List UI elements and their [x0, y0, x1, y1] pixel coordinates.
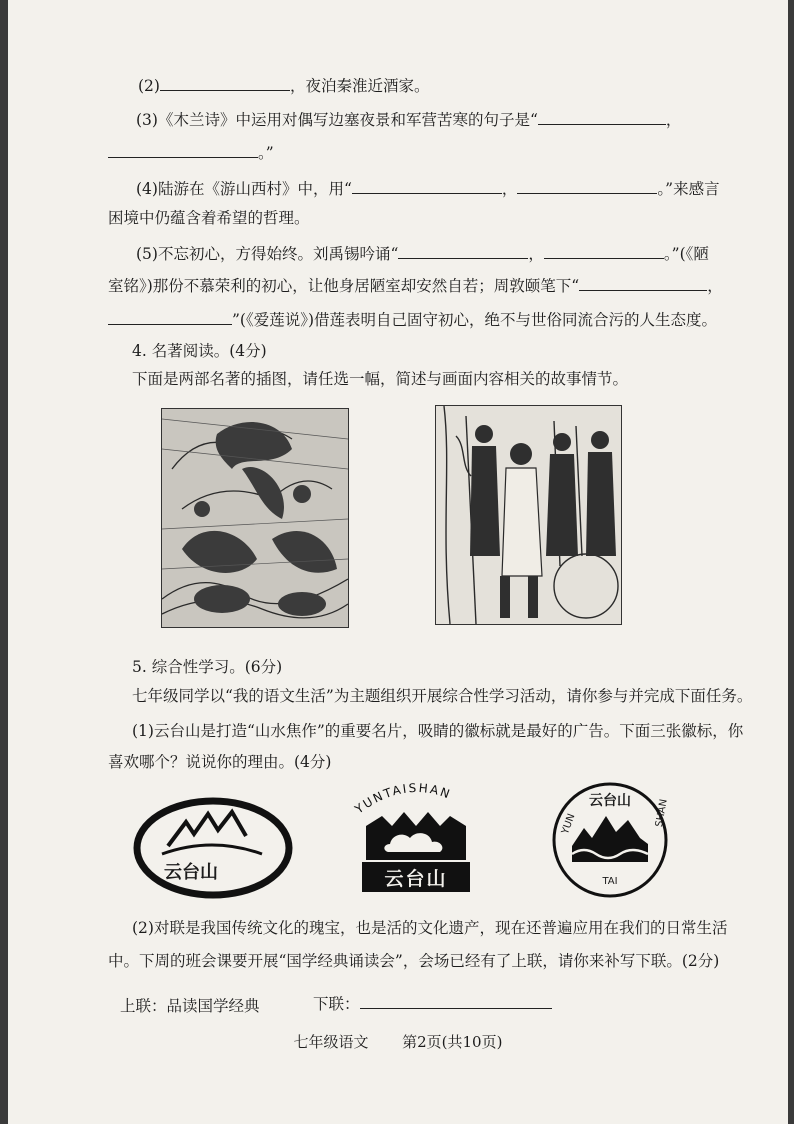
punct: ，	[501, 180, 518, 198]
logo-3	[550, 780, 670, 900]
item-text-end: ”(《爱莲说》)借莲表明自己固守初心，绝不与世俗同流合污的人生态度。	[232, 311, 718, 329]
logo-3-bottom-text: TAI	[602, 876, 618, 887]
item-3	[136, 108, 776, 131]
q5-intro: 七年级同学以“我的语文生活”为主题组织开展综合性学习活动，请你参与并完成下面任务。	[132, 687, 753, 705]
couplet-upper: 上联：品读国学经典	[120, 997, 260, 1015]
logo-2-text: 云台山	[384, 868, 448, 890]
item-4-line2: 困境中仍蕴含着希望的哲理。	[108, 209, 310, 227]
punct: ，	[707, 277, 723, 295]
item-text-end: 。”(《陋	[663, 245, 709, 263]
item-5	[136, 242, 776, 265]
q5-heading: 5. 综合性学习。(6分)	[132, 658, 283, 676]
q4-prompt: 下面是两部名著的插图，请任选一幅，简述与画面内容相关的故事情节。	[132, 370, 629, 388]
item-text: (4)陆游在《游山西村》中，用“	[136, 180, 352, 198]
illustration-sea-battle	[161, 408, 349, 628]
punct: ，	[665, 111, 682, 129]
answer-blank[interactable]	[398, 242, 528, 259]
page-footer	[8, 1031, 788, 1052]
logo-3-right-text: SHAN	[654, 798, 670, 828]
answer-blank[interactable]	[360, 992, 552, 1009]
exam-page	[8, 0, 788, 1124]
answer-blank[interactable]	[108, 308, 232, 325]
item-text: 室铭》)那份不慕荣利的初心，让他身居陋室却安然自若；周敦颐笔下“	[108, 277, 580, 295]
item-text: (3)《木兰诗》中运用对偶写边塞夜景和军营苦寒的句子是“	[136, 111, 538, 129]
lower-label: 下联：	[313, 995, 360, 1013]
logo-1	[132, 796, 294, 900]
item-2	[138, 74, 758, 97]
footer-subject: 七年级语文	[293, 1033, 369, 1051]
illustration-soldiers	[435, 405, 622, 625]
task1-line2: 喜欢哪个？说说你的理由。(4分)	[108, 753, 332, 771]
item-text-end: 。”来感言	[657, 180, 720, 198]
answer-blank[interactable]	[538, 108, 666, 125]
answer-blank[interactable]	[352, 177, 502, 194]
answer-blank[interactable]	[517, 177, 657, 194]
logo-2-arc-text: YUNTAISHAN	[352, 780, 454, 817]
answer-blank[interactable]	[544, 242, 664, 259]
answer-blank[interactable]	[160, 74, 290, 91]
answer-blank[interactable]	[108, 141, 258, 158]
punct: 。”	[258, 144, 274, 162]
task2-line1: (2)对联是我国传统文化的瑰宝，也是活的文化遗产，现在还普遍应用在我们的日常生活	[132, 919, 728, 937]
logo-3-top-text: 云台山	[589, 793, 631, 809]
item-4	[136, 177, 776, 200]
answer-blank[interactable]	[579, 274, 707, 291]
task1-line1: (1)云台山是打造“山水焦作”的重要名片，吸睛的徽标就是最好的广告。下面三张徽标，你	[132, 722, 744, 740]
item-text: (5)不忘初心，方得始终。刘禹锡吟诵“	[136, 245, 399, 263]
item-5-line3	[108, 308, 778, 331]
task2-line2: 中。下周的班会课要开展“国学经典诵读会”，会场已经有了上联，请你来补写下联。(2分)	[108, 952, 720, 970]
footer-page: 第2页(共10页)	[402, 1033, 503, 1051]
item-number: (2)	[138, 77, 160, 95]
logo-2	[340, 778, 492, 898]
item-3-line2	[108, 141, 748, 164]
punct: ，	[528, 245, 544, 263]
logo-1-text: 云台山	[164, 862, 218, 883]
poem-line: ，夜泊秦淮近酒家。	[289, 77, 430, 95]
q4-heading: 4. 名著阅读。(4分)	[132, 342, 267, 360]
couplet-lower	[313, 992, 573, 1015]
item-5-line2	[108, 274, 778, 297]
logo-3-left-text: YUN	[560, 812, 578, 836]
